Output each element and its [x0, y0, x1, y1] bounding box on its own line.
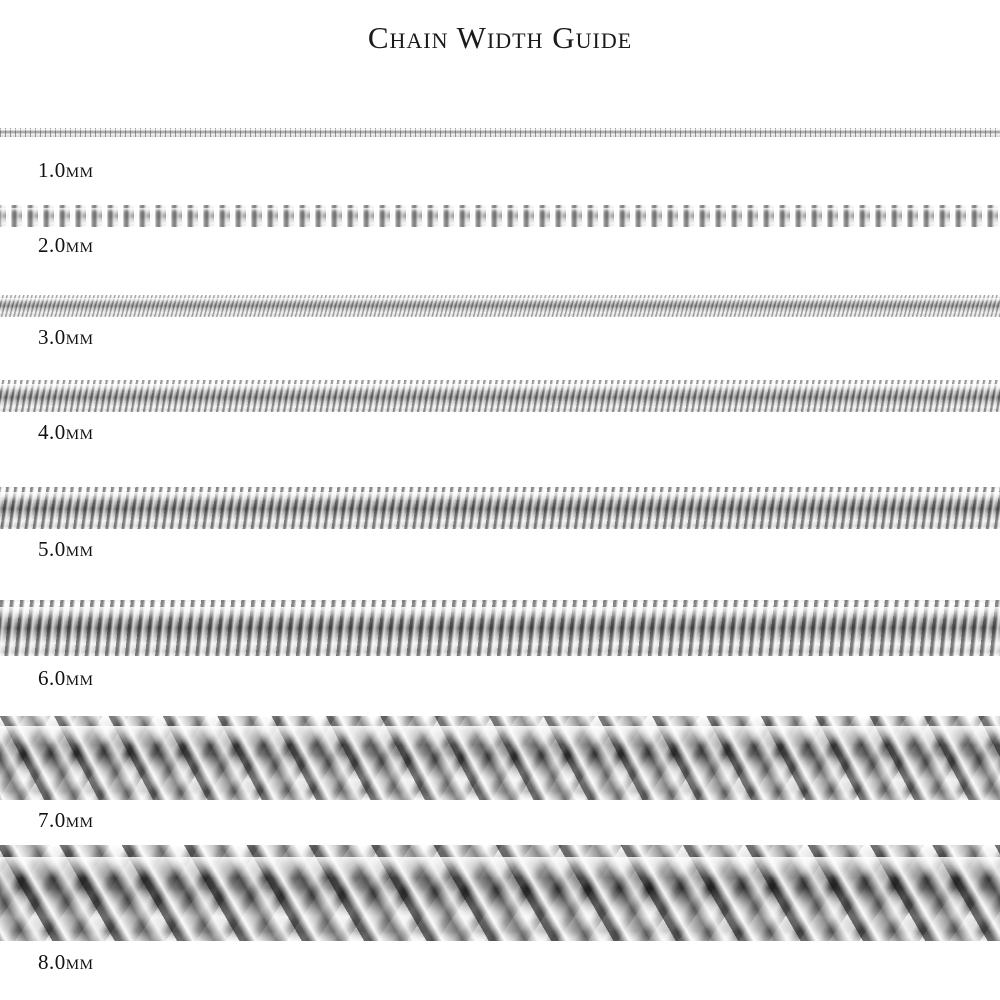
chain-row	[0, 487, 1000, 561]
page-title: Chain Width Guide	[367, 20, 633, 55]
chain-graphic-8mm	[0, 845, 1000, 941]
chain-graphic-4mm	[0, 380, 1000, 412]
chain-size-label: 3.0mm	[38, 325, 94, 349]
chain-texture	[0, 295, 1000, 317]
chain-size-label: 7.0mm	[38, 808, 94, 832]
chain-texture	[0, 600, 1000, 656]
chain-row	[0, 600, 1000, 690]
chain-graphic-1mm	[0, 128, 1000, 137]
chain-row	[0, 716, 1000, 832]
chain-row	[0, 205, 1000, 257]
chain-texture	[0, 716, 1000, 800]
chain-size-label: 5.0mm	[38, 537, 94, 561]
chain-size-label: 2.0mm	[38, 233, 94, 257]
chain-row	[0, 845, 1000, 974]
chain-texture	[0, 380, 1000, 412]
chain-graphic-3mm	[0, 295, 1000, 317]
chain-row	[0, 380, 1000, 444]
chain-size-label: 6.0mm	[38, 666, 94, 690]
chain-size-label: 8.0mm	[38, 950, 94, 974]
chain-row	[0, 295, 1000, 349]
chain-texture	[0, 128, 1000, 137]
chain-texture	[0, 205, 1000, 227]
chain-size-label: 4.0mm	[38, 420, 94, 444]
chain-row	[0, 128, 1000, 182]
chain-texture	[0, 487, 1000, 529]
chain-graphic-6mm	[0, 600, 1000, 656]
chain-graphic-2mm	[0, 205, 1000, 227]
chain-graphic-5mm	[0, 487, 1000, 529]
chain-texture	[0, 845, 1000, 941]
chain-graphic-7mm	[0, 716, 1000, 800]
chain-size-label: 1.0mm	[38, 158, 94, 182]
